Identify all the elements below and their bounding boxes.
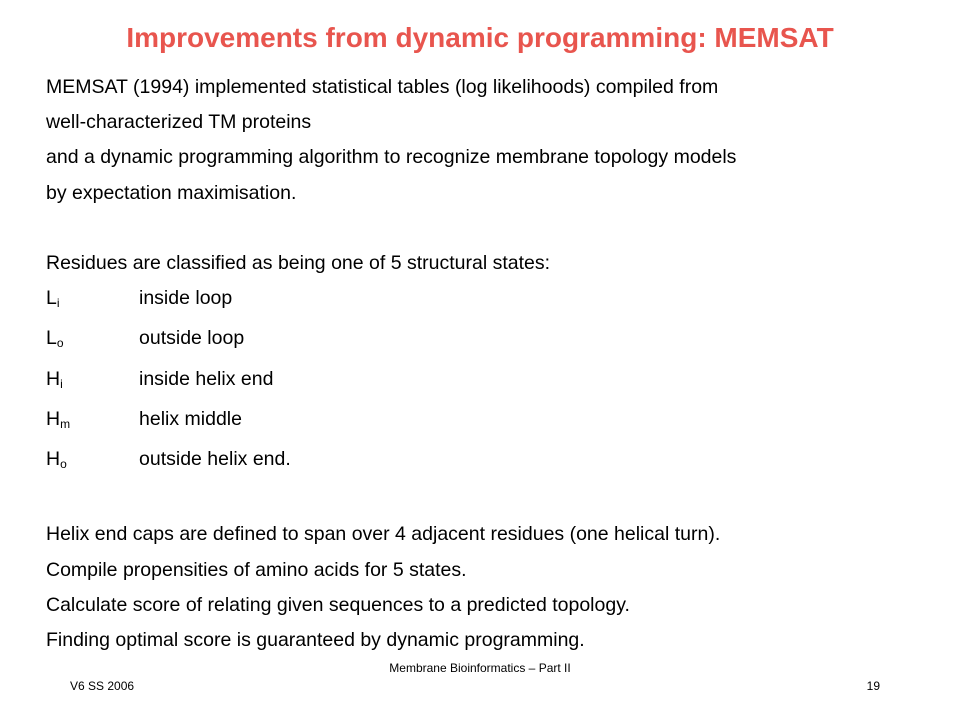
state-description: inside helix end bbox=[139, 367, 274, 390]
state-symbol: $L_i$ bbox=[46, 287, 60, 311]
intro-line: by expectation maximisation. bbox=[46, 181, 297, 204]
state-row-inside-loop bbox=[46, 281, 926, 321]
state-symbol: $L_o$ bbox=[46, 327, 64, 351]
intro-line: well-characterized TM proteins bbox=[46, 111, 312, 134]
state-description: outside helix end. bbox=[139, 448, 291, 471]
intro-line: and a dynamic programming algorithm to recognize membrane topology models bbox=[46, 146, 737, 169]
state-symbol: $H_m$ bbox=[46, 407, 71, 431]
state-symbol: $H_o$ bbox=[46, 448, 67, 472]
summary-line: Compile propensities of amino acids for 5 states. bbox=[46, 558, 467, 581]
state-row-helix-middle bbox=[46, 402, 926, 442]
states-heading: Residues are classified as being one of 5 structural states: bbox=[46, 252, 551, 274]
page-number: 19 bbox=[866, 679, 880, 693]
state-description: outside loop bbox=[139, 327, 245, 350]
state-row-inside-helix-end bbox=[46, 362, 926, 402]
intro-line: MEMSAT (1994) implemented statistical tables (log likelihoods) compiled from bbox=[46, 76, 719, 98]
summary-line: Helix end caps are defined to span over 4 adjacent residues (one helical turn). bbox=[46, 523, 721, 546]
state-description: inside loop bbox=[139, 287, 233, 310]
state-row-outside-helix-end bbox=[46, 442, 926, 482]
spacer bbox=[46, 482, 926, 517]
summary-line: Calculate score of relating given sequences to a predicted topology. bbox=[46, 593, 630, 616]
slide-body bbox=[46, 70, 926, 658]
state-row-outside-loop bbox=[46, 321, 926, 361]
spacer bbox=[46, 211, 926, 246]
state-description: helix middle bbox=[139, 407, 242, 430]
footer-title: Membrane Bioinformatics – Part II bbox=[389, 661, 571, 675]
footer-course: V6 SS 2006 bbox=[70, 679, 135, 693]
summary-line: Finding optimal score is guaranteed by dynamic programming. bbox=[46, 629, 585, 652]
state-symbol: $H_i$ bbox=[46, 367, 63, 391]
slide-title: Improvements from dynamic programming: MEMSAT bbox=[126, 22, 834, 53]
